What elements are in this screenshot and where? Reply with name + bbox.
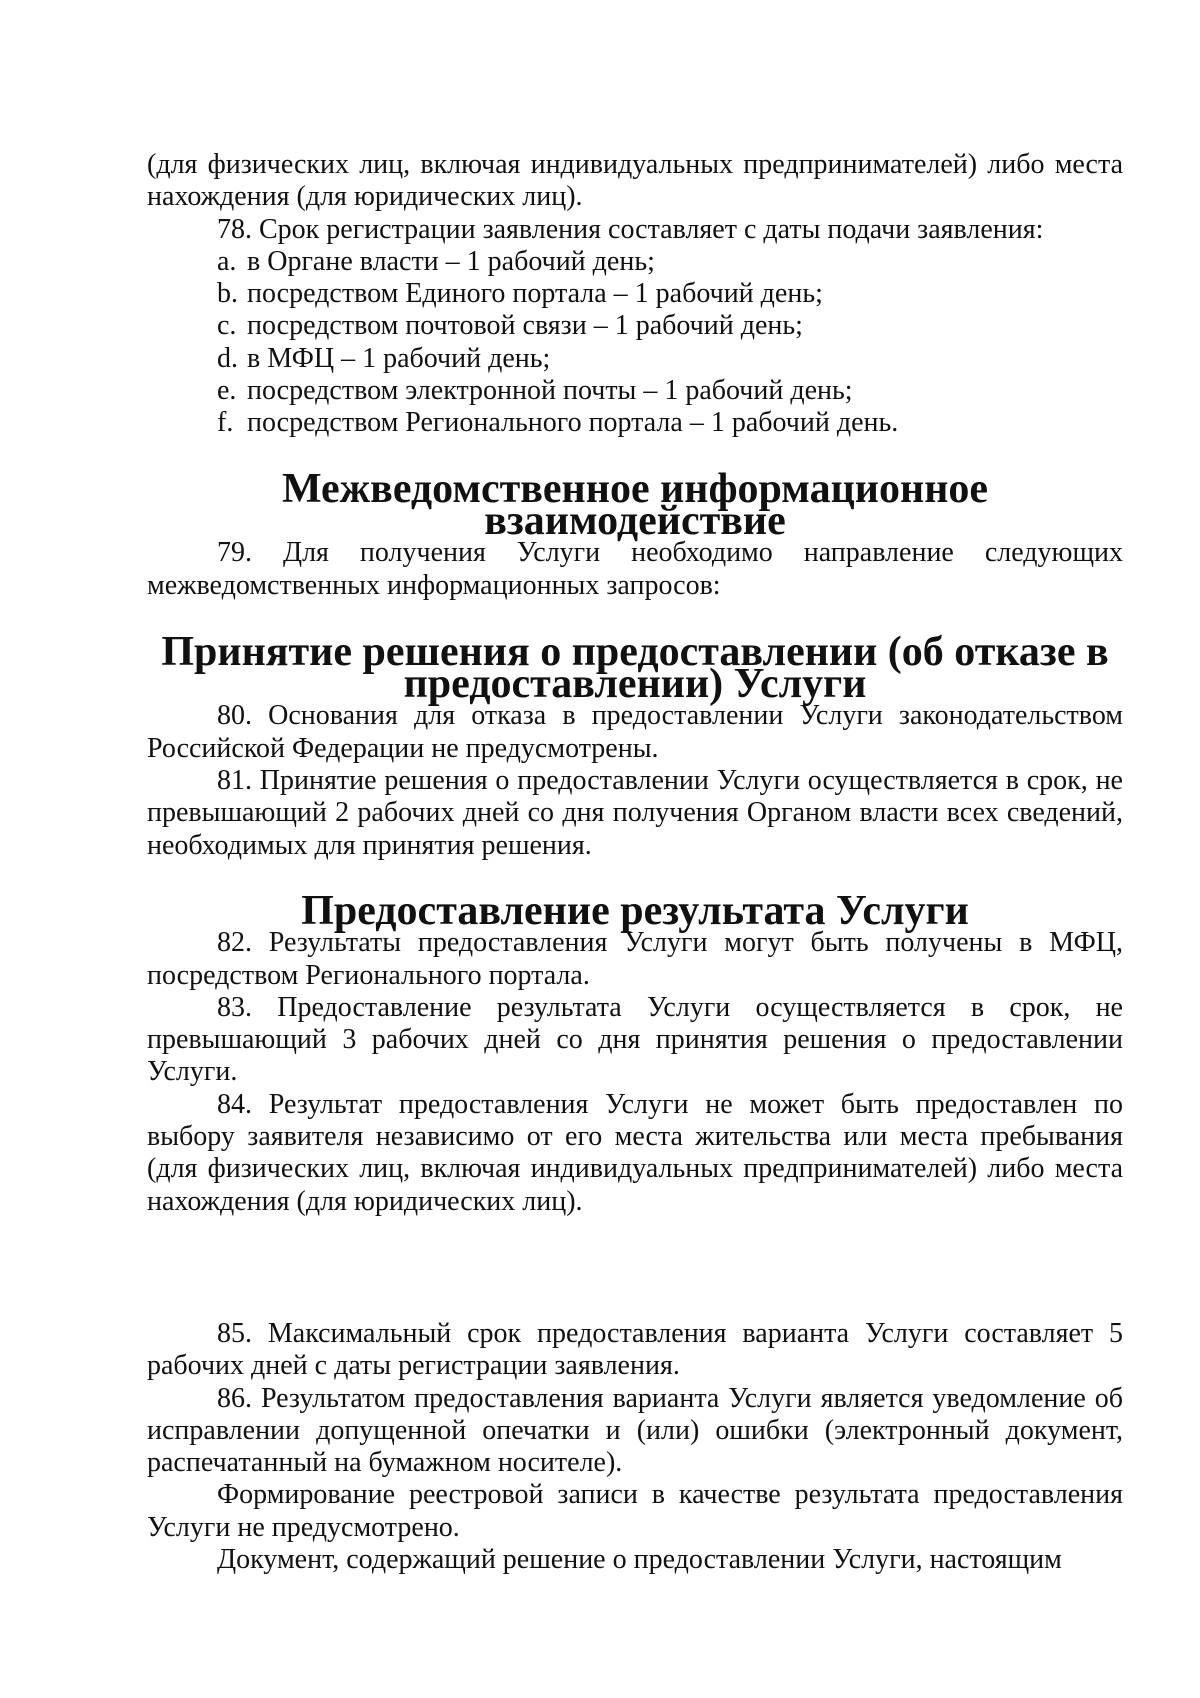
paragraph-85: 85. Максимальный срок предоставления варианта Услуги составляет 5 рабочих дней с даты регистрации заявления. <box>147 1317 1123 1382</box>
list-marker: e. <box>217 375 237 407</box>
paragraph-registry: Формирование реестровой записи в качестве результата предоставления Услуги не предусмотрено. <box>147 1479 1123 1543</box>
list-item <box>217 310 1123 342</box>
list-item <box>217 343 1123 375</box>
list-text: в МФЦ – 1 рабочий день; <box>247 342 551 374</box>
paragraph-document: Документ, содержащий решение о предоставлении Услуги, настоящим <box>217 1543 1062 1575</box>
section-heading-decision: Принятие решения о предоставлении (об отказе в предоставлении) Услуги <box>161 628 1109 708</box>
section-heading-result: Предоставление результата Услуги <box>301 887 969 934</box>
list-item <box>217 375 1123 407</box>
list-text: в Органе власти – 1 рабочий день; <box>247 245 655 277</box>
spacer <box>147 1218 1123 1318</box>
registration-terms-list <box>147 246 1123 440</box>
list-text: посредством почтовой связи – 1 рабочий день; <box>247 310 803 342</box>
list-marker: a. <box>217 245 237 277</box>
paragraph-82: 82. Результаты предоставления Услуги могут быть получены в МФЦ, посредством Регионального портала. <box>147 927 1123 991</box>
paragraph-81: 81. Принятие решения о предоставлении Услуги осуществляется в срок, не превышающий 2 рабочих дней со дня получения Органом власти всех сведений, необходимых для принятия решения. <box>147 765 1123 861</box>
section-heading-interagency: Межведомственное информационное взаимодействие <box>281 465 989 544</box>
paragraph-83: 83. Предоставление результата Услуги осуществляется в срок, не превышающий 3 рабочих дней со дня принятия решения о предоставлении Услуги. <box>147 991 1123 1088</box>
list-item <box>217 278 1123 310</box>
paragraph-78: 78. Срок регистрации заявления составляет с даты подачи заявления: <box>217 213 1044 245</box>
list-item <box>217 246 1123 278</box>
list-text: посредством Регионального портала – 1 рабочий день. <box>247 407 899 439</box>
list-text: посредством Единого портала – 1 рабочий день; <box>247 278 823 310</box>
list-marker: c. <box>217 310 237 342</box>
list-item <box>217 407 1123 439</box>
paragraph-86: 86. Результатом предоставления варианта Услуги является уведомление об исправлении допущенной опечатки и (или) ошибки (электронный документ, распечатанный на бумажном носителе). <box>147 1382 1123 1479</box>
list-marker: f. <box>217 407 234 439</box>
document-page <box>147 149 1123 1576</box>
continuation-paragraph: (для физических лиц, включая индивидуальных предпринимателей) либо места нахождения (для юридических лиц). <box>147 149 1123 213</box>
paragraph-80: 80. Основания для отказа в предоставлении Услуги законодательством Российской Федерации не предусмотрены. <box>147 700 1123 764</box>
paragraph-84: 84. Результат предоставления Услуги не может быть предоставлен по выбору заявителя независимо от его места жительства или места пребывания (для физических лиц, включая индивидуальных предпринимателей) либо места нахождения (для юридических лиц). <box>147 1088 1123 1217</box>
list-text: посредством электронной почты – 1 рабочий день; <box>247 375 853 407</box>
paragraph-79: 79. Для получения Услуги необходимо направление следующих межведомственных информационных запросов: <box>147 537 1123 601</box>
list-marker: b. <box>217 278 238 310</box>
list-marker: d. <box>217 342 238 374</box>
